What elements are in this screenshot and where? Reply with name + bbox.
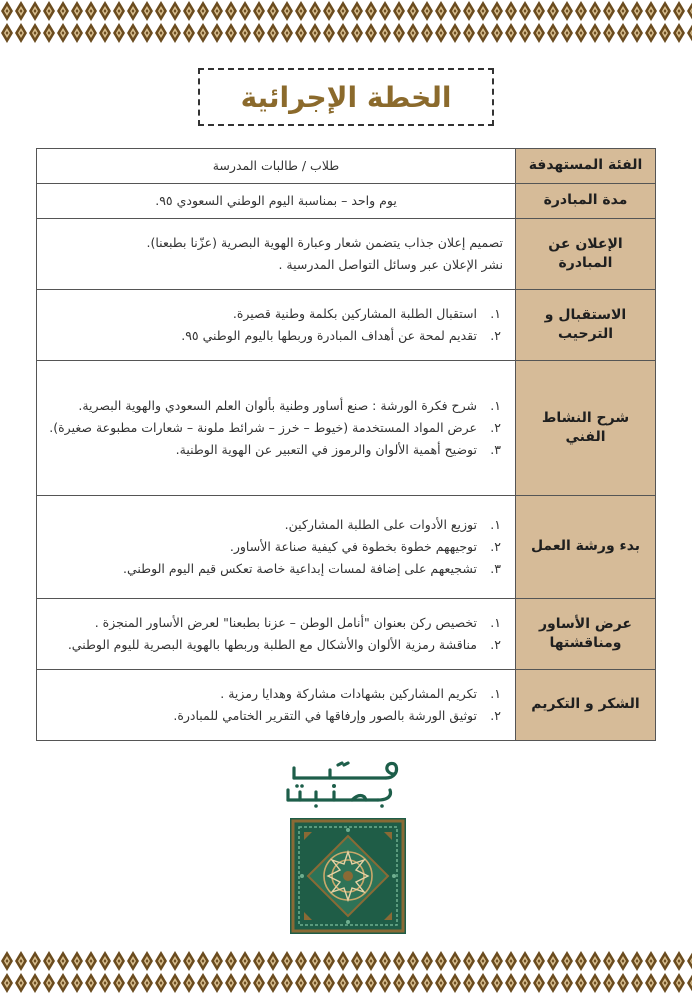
list-item: ٢. مناقشة رمزية الألوان والأشكال مع الطلبة وربطها بالهوية البصرية لليوم الوطني. — [67, 636, 501, 652]
bottom-border-pattern-graphic — [0, 950, 692, 994]
row-label-duration: مدة المبادرة — [516, 183, 656, 218]
row-value-duration: يوم واحد – بمناسبة اليوم الوطني السعودي ٩٥. — [37, 183, 516, 218]
row-label-thanks: الشكر و التكريم — [516, 669, 656, 740]
table-row — [37, 598, 656, 669]
list-item: ١. توزيع الأدوات على الطلبة المشاركين. — [284, 516, 501, 532]
logo-wordmark — [278, 758, 414, 808]
top-decorative-border — [0, 0, 692, 44]
top-border-pattern-graphic — [0, 0, 692, 44]
table-row — [37, 289, 656, 360]
list-item: ١. تخصيص ركن بعنوان "أنامل الوطن – عزنا بطبعنا" لعرض الأساور المنجزة . — [94, 614, 501, 630]
list-item: ٢. تقديم لمحة عن أهداف المبادرة وربطها باليوم الوطني ٩٥. — [181, 327, 501, 343]
table-row — [37, 218, 656, 289]
announce-line: نشر الإعلان عبر وسائل التواصل المدرسية . — [278, 256, 503, 272]
list-item: ٣. توضيح أهمية الألوان والرموز في التعبير عن الهوية الوطنية. — [175, 441, 501, 457]
row-label-target: الفئة المستهدفة — [516, 149, 656, 184]
logo-wordmark-graphic — [278, 758, 414, 808]
row-value-explain — [37, 360, 516, 495]
row-value-display — [37, 598, 516, 669]
row-label-workshop: بدء ورشة العمل — [516, 495, 656, 598]
table-row — [37, 183, 656, 218]
list-item: ١. استقبال الطلبة المشاركين بكلمة وطنية قصيرة. — [232, 305, 501, 321]
plan-table — [36, 148, 656, 741]
row-value-announce — [37, 218, 516, 289]
list-item: ١. تكريم المشاركين بشهادات مشاركة وهدايا رمزية . — [220, 685, 501, 701]
row-value-target: طلاب / طالبات المدرسة — [37, 149, 516, 184]
logo-pattern-tile — [290, 818, 406, 934]
row-label-explain: شرح النشاط الفني — [516, 360, 656, 495]
list-item: ٢. توثيق الورشة بالصور وإرفاقها في التقرير الختامي للمبادرة. — [173, 707, 501, 723]
table-row — [37, 495, 656, 598]
list-item: ١. شرح فكرة الورشة : صنع أساور وطنية بألوان العلم السعودي والهوية البصرية. — [78, 397, 501, 413]
logo-tile-graphic — [290, 818, 406, 934]
row-value-workshop — [37, 495, 516, 598]
row-label-welcome: الاستقبال و الترحيب — [516, 289, 656, 360]
bottom-decorative-border — [0, 950, 692, 994]
page-title: الخطة الإجرائية — [240, 80, 452, 114]
list-item: ٣. تشجيعهم على إضافة لمسات إبداعية خاصة تعكس قيم اليوم الوطني. — [123, 560, 501, 576]
table-row — [37, 669, 656, 740]
row-label-display: عرض الأساور ومناقشتها — [516, 598, 656, 669]
table-row — [37, 360, 656, 495]
announce-line: تصميم إعلان جذاب يتضمن شعار وعبارة الهوية البصرية (عزّنا بطبعنا). — [146, 234, 503, 250]
row-label-announce: الإعلان عن المبادرة — [516, 218, 656, 289]
title-box — [198, 68, 494, 126]
row-value-welcome — [37, 289, 516, 360]
row-value-thanks — [37, 669, 516, 740]
list-item: ٢. عرض المواد المستخدمة (خيوط – خرز – شرائط ملونة – شعارات مطبوعة صغيرة). — [49, 419, 501, 435]
list-item: ٢. توجيههم خطوة بخطوة في كيفية صناعة الأساور. — [229, 538, 501, 554]
table-row — [37, 149, 656, 184]
